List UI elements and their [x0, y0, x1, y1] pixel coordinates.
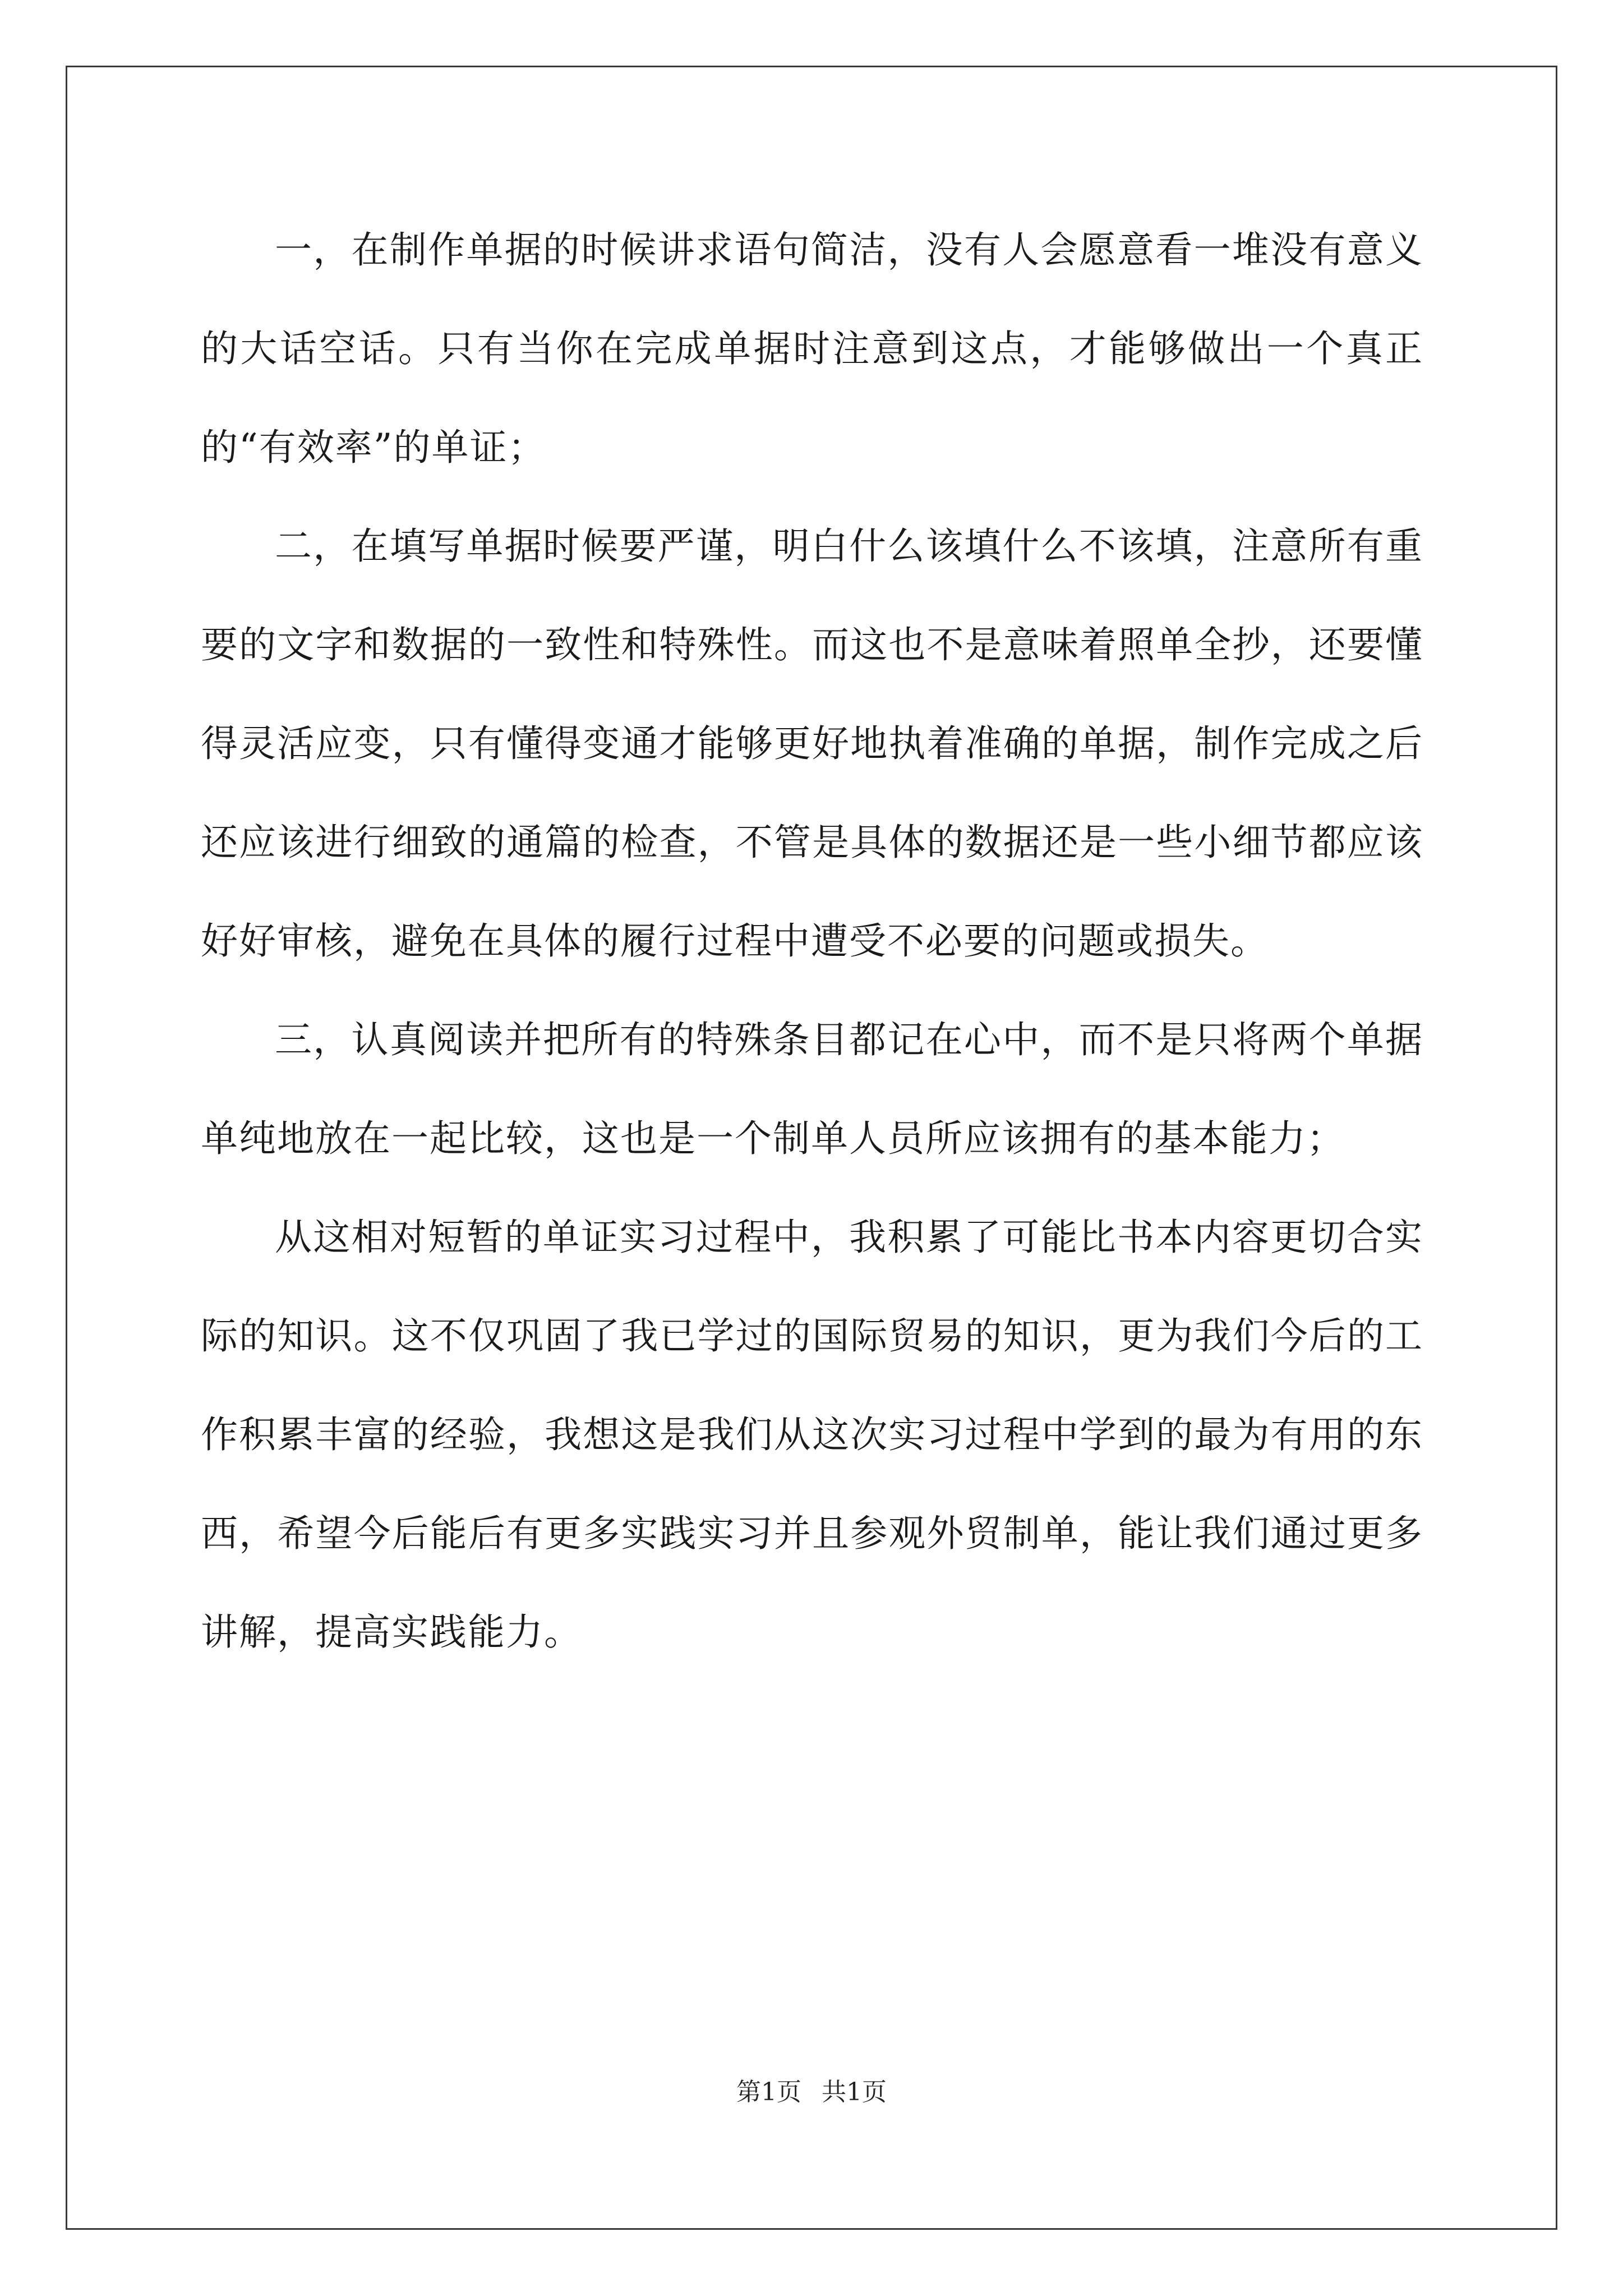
page-count: 共1页	[822, 2078, 887, 2106]
page-number: 第1页	[736, 2078, 801, 2106]
paragraph-4: 从这相对短暂的单证实习过程中，我积累了可能比书本内容更切合实际的知识。这不仅巩固了我已学过的国际贸易的知识，更为我们今后的工作积累丰富的经验，我想这是我们从这次实习过程中学到的最为有用的东西，希望今后能后有更多实践实习并且参观外贸制单，能让我们通过更多讲解，提高实践能力。	[201, 1216, 1423, 1654]
document-body	[201, 201, 1423, 1682]
paragraph-2: 二，在填写单据时候要严谨，明白什么该填什么不该填，注意所有重要的文字和数据的一致性和特殊性。而这也不是意味着照单全抄，还要懂得灵活应变，只有懂得变通才能够更好地执着准确的单据，制作完成之后还应该进行细致的通篇的检查，不管是具体的数据还是一些小细节都应该好好审核，避免在具体的履行过程中遭受不必要的问题或损失。	[201, 524, 1423, 963]
paragraph-1: 一，在制作单据的时候讲求语句简洁，没有人会愿意看一堆没有意义的大话空话。只有当你在完成单据时注意到这点，才能够做出一个真正的“有效率”的单证；	[201, 228, 1423, 469]
page-footer	[0, 2076, 1623, 2109]
paragraph-3: 三，认真阅读并把所有的特殊条目都记在心中，而不是只将两个单据单纯地放在一起比较，这也是一个制单人员所应该拥有的基本能力；	[201, 1018, 1423, 1160]
